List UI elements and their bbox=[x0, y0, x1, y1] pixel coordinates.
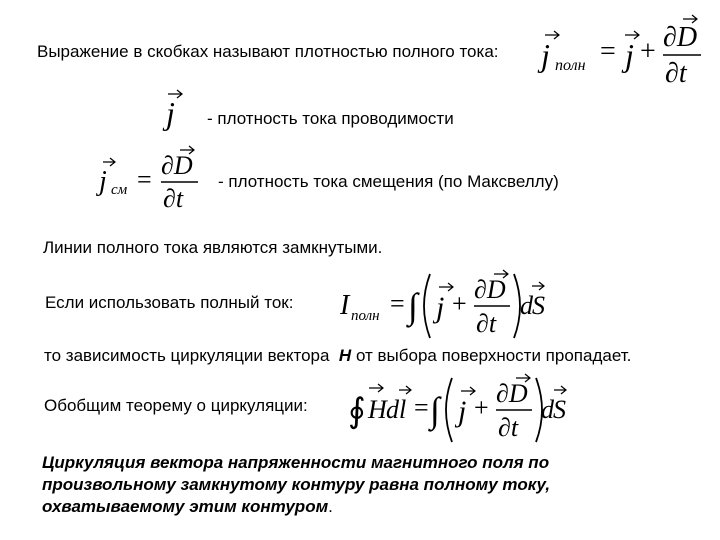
j-symbol: j bbox=[99, 166, 107, 197]
formula-j-vector bbox=[160, 88, 190, 132]
subscript-full: полн bbox=[555, 57, 586, 74]
j-symbol: j bbox=[625, 37, 634, 73]
left-paren bbox=[424, 274, 430, 338]
formula-displacement-current-density bbox=[95, 146, 205, 212]
dl-symbol: dl bbox=[386, 395, 407, 424]
subscript-disp: см bbox=[111, 182, 128, 198]
partial-d: ∂D bbox=[161, 151, 193, 180]
vector-arrow bbox=[103, 158, 115, 166]
partial-d: ∂D bbox=[474, 275, 506, 304]
vector-H-label: H bbox=[338, 346, 352, 365]
partial-t: ∂t bbox=[163, 184, 184, 213]
formula-total-current bbox=[338, 270, 548, 342]
if-use-text: Если использовать полный ток: bbox=[45, 293, 294, 312]
plus-sign: + bbox=[452, 289, 467, 318]
vector-arrow bbox=[399, 386, 411, 394]
plus-sign: + bbox=[640, 36, 656, 67]
partial-t: ∂t bbox=[665, 58, 687, 89]
intro-text: Выражение в скобках называют плотностью полного тока: bbox=[37, 42, 499, 61]
vector-arrow bbox=[439, 283, 453, 291]
vector-S: S bbox=[553, 395, 566, 424]
equals-sign: = bbox=[414, 393, 429, 422]
j-symbol: j bbox=[436, 291, 445, 324]
vector-arrow bbox=[532, 282, 544, 290]
integral-sign: ∫ bbox=[430, 390, 440, 430]
conclusion-text bbox=[42, 452, 682, 518]
formula-circulation-theorem bbox=[348, 374, 568, 446]
j-symbol: j bbox=[458, 395, 467, 428]
partial-d: ∂D bbox=[496, 379, 528, 408]
circulation-text bbox=[44, 346, 631, 366]
vector-arrow bbox=[369, 384, 383, 392]
closed-lines-text: Линии полного тока являются замкнутыми. bbox=[43, 238, 383, 257]
vector-arrow bbox=[554, 386, 566, 394]
differential-d: d bbox=[520, 291, 533, 320]
conclusion-period: . bbox=[328, 497, 333, 516]
equals-sign: = bbox=[600, 36, 616, 67]
integral-sign: ∫ bbox=[408, 286, 418, 326]
generalize-text: Обобщим теорему о циркуляции: bbox=[44, 396, 308, 415]
equals-sign: = bbox=[137, 165, 152, 194]
partial-t: ∂t bbox=[476, 309, 497, 338]
H-symbol: H bbox=[368, 395, 387, 424]
left-paren bbox=[446, 378, 452, 442]
j-symbol: j bbox=[541, 37, 550, 73]
contour-integral-sign: ∮ bbox=[348, 393, 366, 430]
displacement-text: - плотность тока смещения (по Максвеллу) bbox=[218, 172, 559, 191]
j-symbol: j bbox=[166, 95, 175, 131]
vector-S: S bbox=[532, 291, 545, 320]
circulation-prefix: то зависимость циркуляции вектора bbox=[44, 346, 330, 365]
conclusion-body: Циркуляция вектора напряженности магнитного поля по произвольному замкнутому контуру равна полному току, охватываемому этим контуром bbox=[42, 453, 551, 516]
formula-full-current-density bbox=[535, 10, 705, 89]
partial-d: ∂D bbox=[663, 22, 698, 53]
equals-sign: = bbox=[390, 289, 405, 318]
circulation-suffix: от выбора поверхности пропадает. bbox=[355, 346, 632, 365]
conduction-text: - плотность тока проводимости bbox=[207, 109, 454, 128]
partial-t: ∂t bbox=[498, 413, 519, 442]
I-symbol: I bbox=[340, 290, 350, 321]
plus-sign: + bbox=[474, 393, 489, 422]
differential-d: d bbox=[541, 395, 554, 424]
vector-arrow bbox=[461, 387, 475, 395]
subscript-full: полн bbox=[351, 308, 380, 324]
